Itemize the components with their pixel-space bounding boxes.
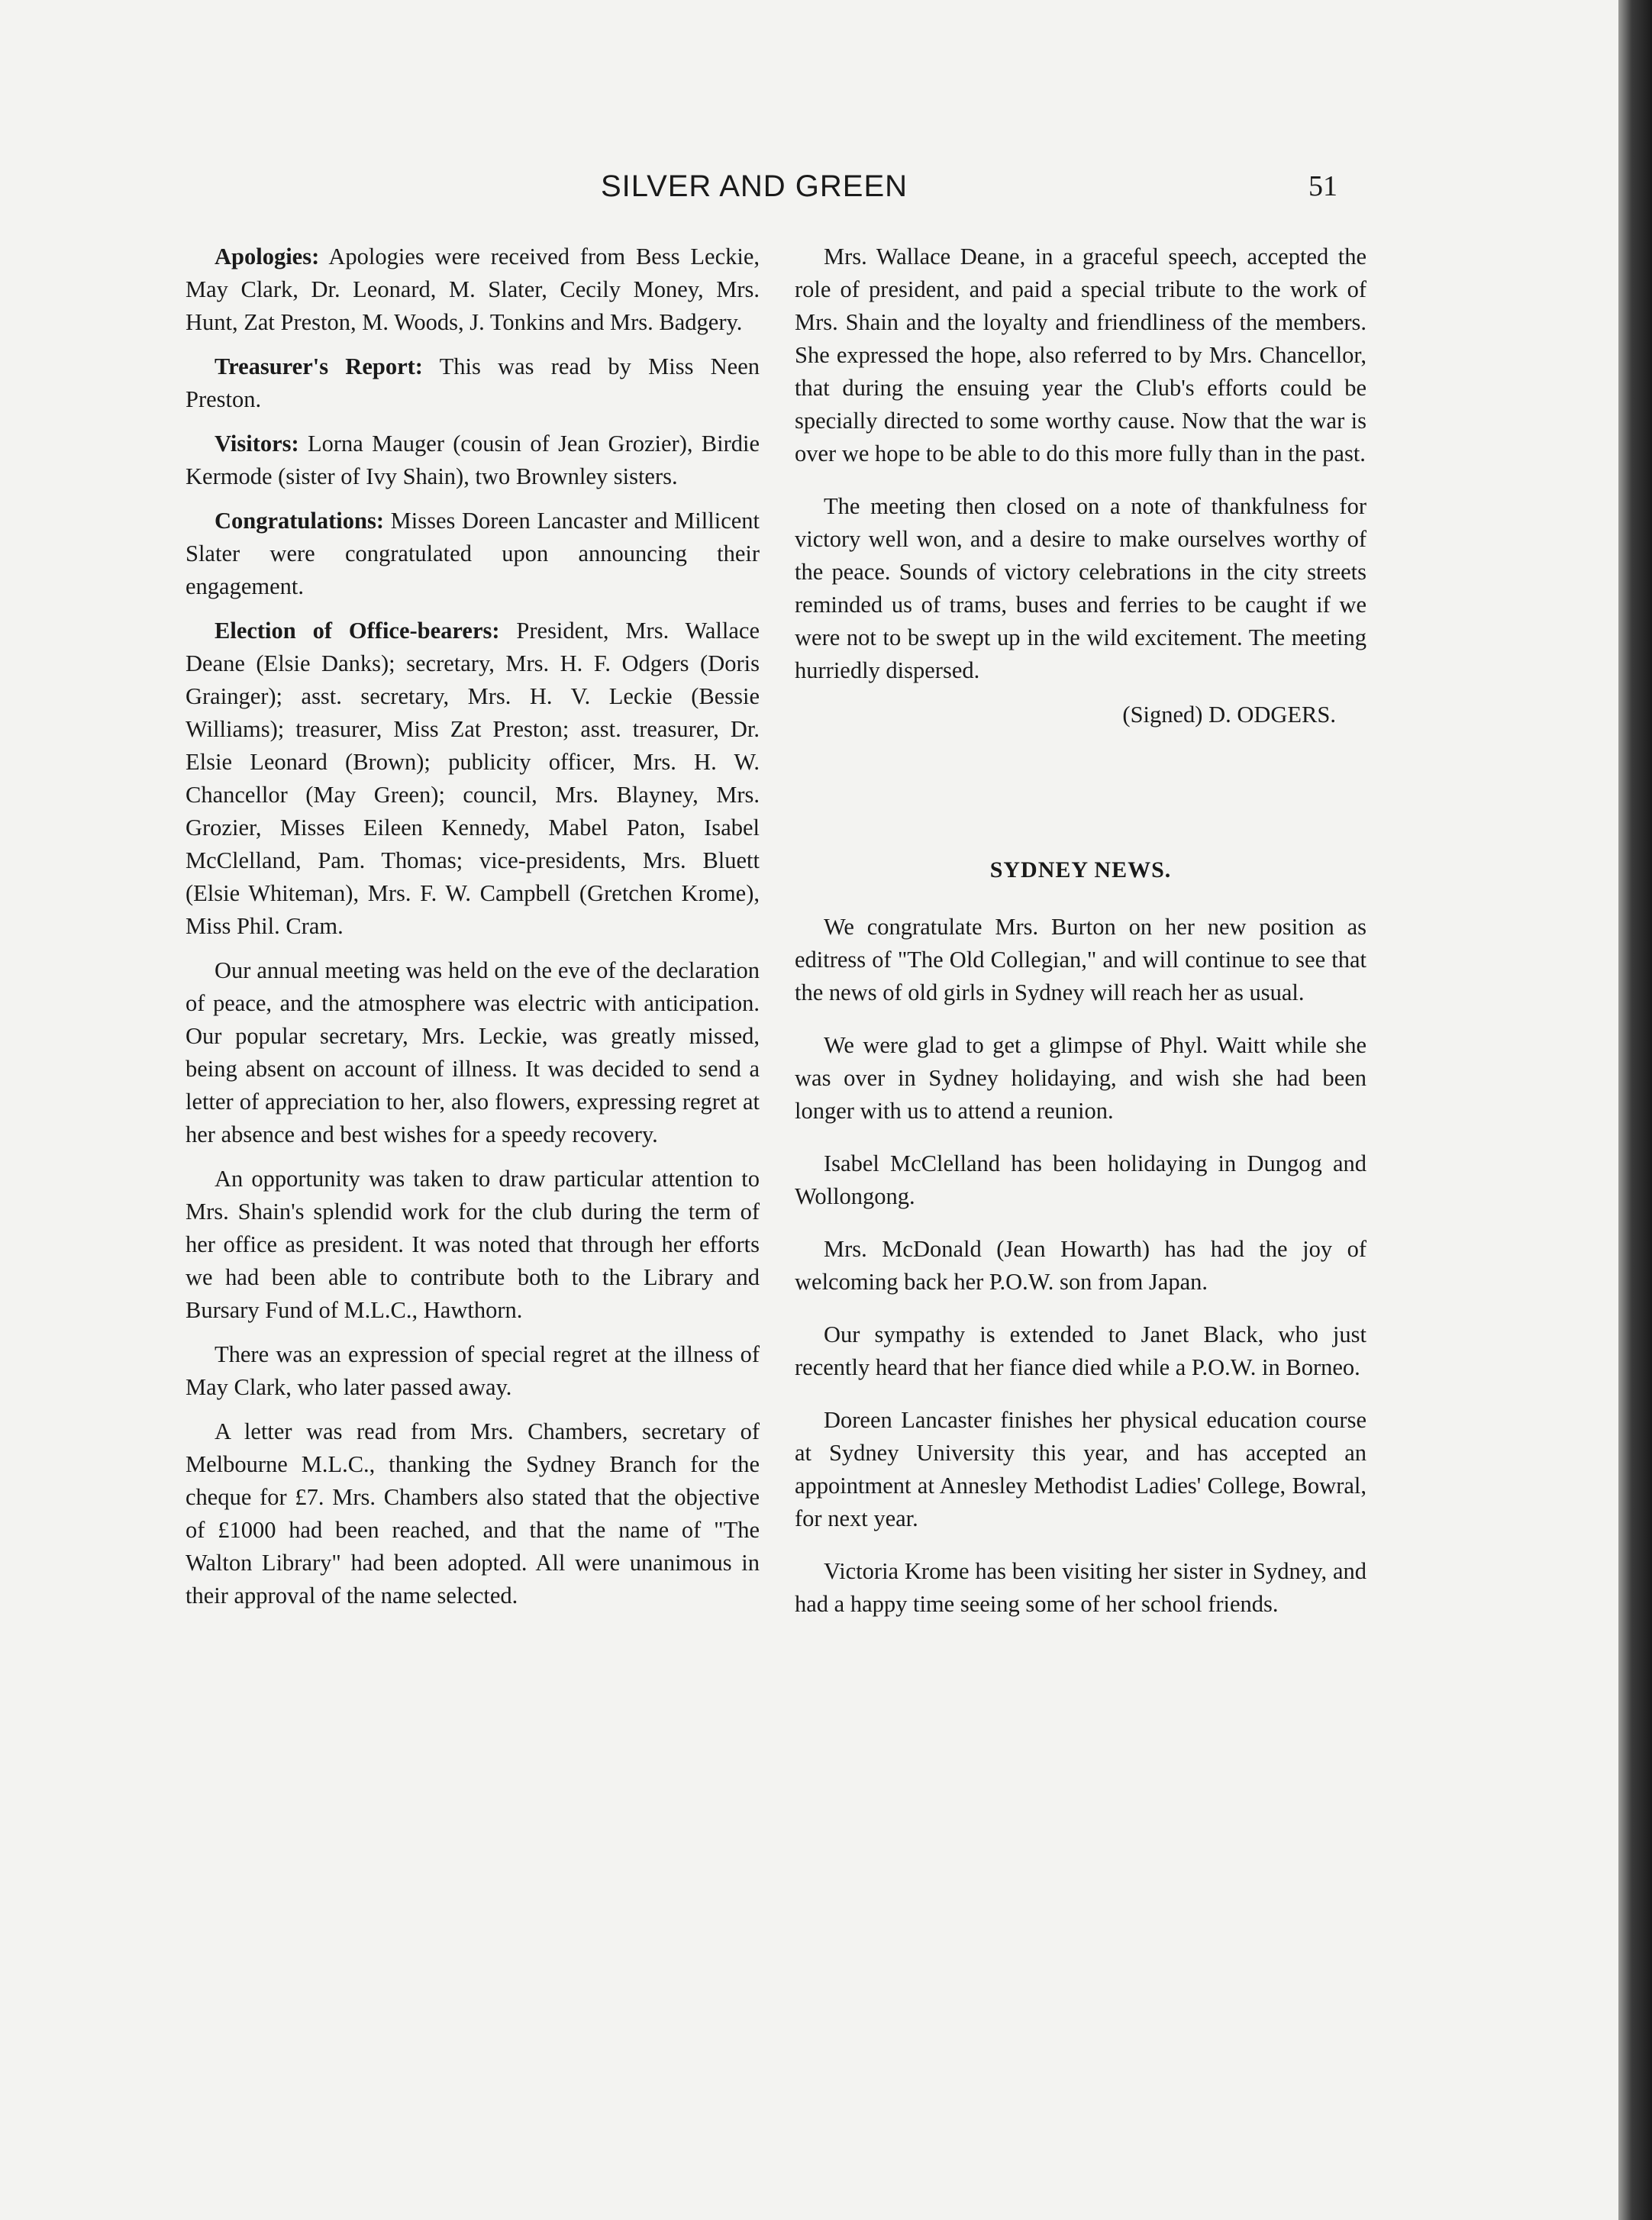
news-item: Our sympathy is extended to Janet Black, who just recently heard that her fiance died while a P.O.W. in Borneo. [795,1321,1366,1380]
news-item: We were glad to get a glimpse of Phyl. Waitt while she was over in Sydney holidaying, and wish she had been longer with us to attend a reunion. [795,1032,1366,1124]
paragraph-new-president: Mrs. Wallace Deane, in a graceful speech, accepted the role of president, and paid a special tribute to the work of Mrs. Shain and the loyalty and friendliness of the members. She expressed the hope, also referred to by Mrs. Chancellor, that during the ensuing year the Club's efforts could be specially directed to some worthy cause. Now that the war is over we hope to be able to do this more fully than in the past. [795,244,1366,466]
book-binding-edge [1618,0,1652,2220]
paragraph-mrs-shain: An opportunity was taken to draw particular attention to Mrs. Shain's splendid work for the club during the term of her office as president. It was noted that through her efforts we had been able to contribute both to the Library and Bursary Fund of M.L.C., Hawthorn. [186,1166,760,1323]
run-in-heading: Congratulations: [215,508,384,534]
paragraph-annual-meeting: Our annual meeting was held on the eve of the declaration of peace, and the atmosphere was electric with anticipation. Our popular secretary, Mrs. Leckie, was greatly missed, being absent on account of illness. It was decided to send a letter of appreciation to her, also flowers, expressing regret at her absence and best wishes for a speedy recovery. [186,957,760,1147]
run-in-heading: Treasurer's Report: [215,353,423,379]
news-item: We congratulate Mrs. Burton on her new position as editress of "The Old Collegian," and will continue to see that the news of old girls in Sydney will reach her as usual. [795,914,1366,1005]
paragraph-text: Misses Doreen Lancaster and Millicent Slater were congratulated upon announcing their engagement. [186,508,760,599]
run-in-heading: Visitors: [215,431,299,457]
section-gap [795,731,1366,853]
paragraph-apologies [186,240,760,339]
news-item: Victoria Krome has been visiting her sister in Sydney, and had a happy time seeing some of her school friends. [795,1558,1366,1617]
news-item: Isabel McClelland has been holidaying in Dungog and Wollongong. [795,1150,1366,1209]
page-number: 51 [1308,170,1337,202]
paragraph-walton-library: A letter was read from Mrs. Chambers, secretary of Melbourne M.L.C., thanking the Sydney Branch for the cheque for £7. Mrs. Chambers also stated that the objective of £1000 had been reached, and that the name of "The Walton Library" had been adopted. All were unanimous in their approval of the name selected. [186,1418,760,1609]
paragraph-visitors [186,428,760,493]
paragraph-election [186,615,760,943]
run-in-heading: Election of Office-bearers: [215,618,500,644]
paragraph-text: Lorna Mauger (cousin of Jean Grozier), Birdie Kermode (sister of Ivy Shain), two Brownley sisters. [186,431,760,489]
paragraph-text: President, Mrs. Wallace Deane (Elsie Danks); secretary, Mrs. H. F. Odgers (Doris Grainger); asst. secretary, Mrs. H. V. Leckie (Bessie Williams); treasurer, Miss Zat Preston; asst. treasurer, Dr. Elsie Leonard (Brown); publicity officer, Mrs. H. W. Chancellor (May Green); council, Mrs. Blayney, Mrs. Grozier, Misses Eileen Kennedy, Mabel Paton, Isabel McClelland, Pam. Thomas; vice-presidents, Mrs. Bluett (Elsie Whiteman), Mrs. F. W. Campbell (Gretchen Krome), Miss Phil. Cram. [186,618,760,939]
section-heading: SYDNEY NEWS. [989,857,1172,883]
journal-title: SILVER AND GREEN [601,169,908,203]
running-head [0,169,1652,215]
paragraph-text: Apologies were received from Bess Leckie, May Clark, Dr. Leonard, M. Slater, Cecily Money, Mrs. Hunt, Zat Preston, M. Woods, J. Tonkins and Mrs. Badgery. [186,244,760,335]
paragraph-congratulations [186,505,760,603]
paragraph-may-clark: There was an expression of special regret at the illness of May Clark, who later passed away. [186,1341,760,1400]
news-item: Mrs. McDonald (Jean Howarth) has had the joy of welcoming back her P.O.W. son from Japan. [795,1236,1366,1295]
paragraph-meeting-closed: The meeting then closed on a note of thankfulness for victory well won, and a desire to make ourselves worthy of the peace. Sounds of victory celebrations in the city streets reminded us of trams, buses and ferries to be caught if we were not to be swept up in the wild excitement. The meeting hurriedly dispersed. [795,493,1366,683]
run-in-heading: Apologies: [215,244,320,269]
paragraph-treasurers-report [186,350,760,416]
signature: (Signed) D. ODGERS. [1122,702,1336,728]
right-column [795,240,1366,1632]
left-column [186,240,760,1624]
paragraph-text: This was read by Miss Neen Preston. [186,353,760,412]
news-item: Doreen Lancaster finishes her physical education course at Sydney University this year, and has accepted an appointment at Annesley Methodist Ladies' College, Bowral, for next year. [795,1407,1366,1531]
